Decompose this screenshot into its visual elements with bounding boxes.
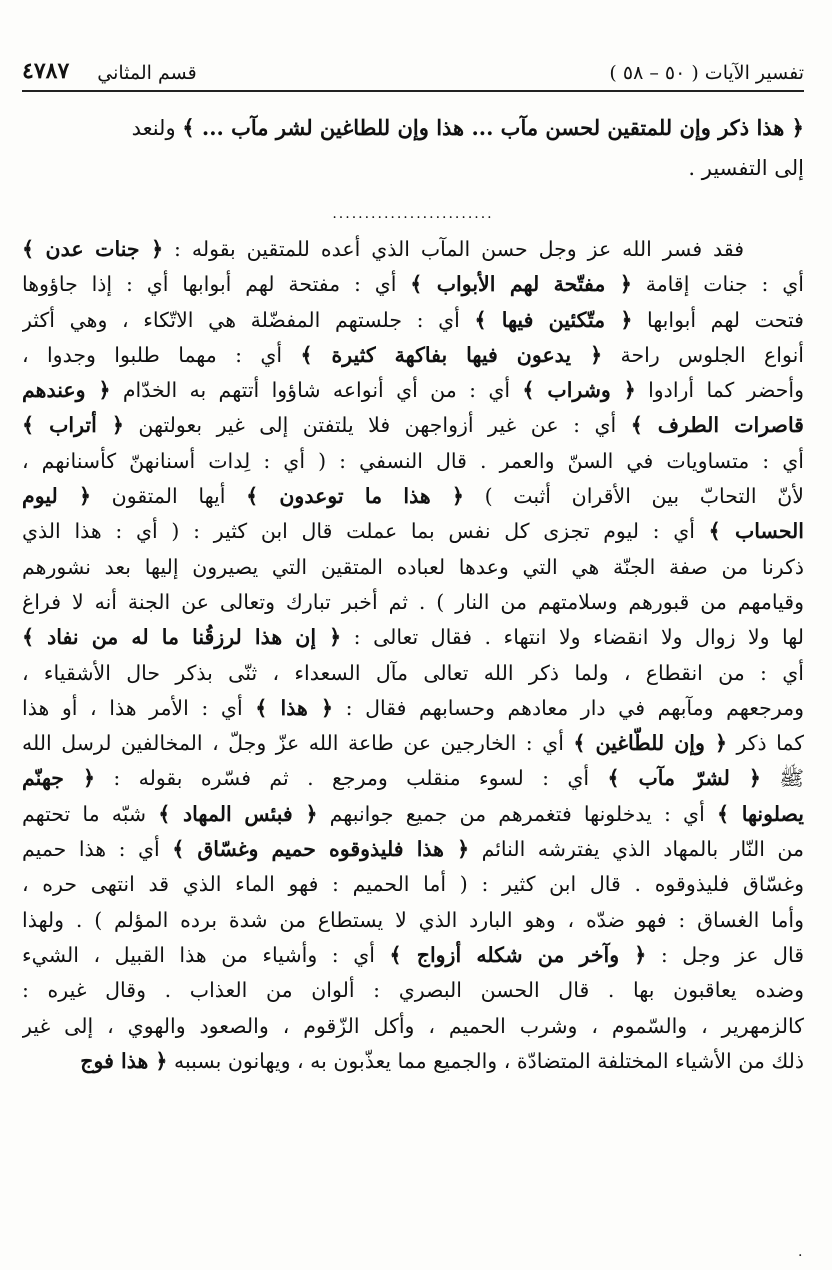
text-run: أي : عن غير أزواجهن فلا يلتفتن إلى غير بعولتهن — [123, 413, 631, 438]
quran-quote: ﴿ هذا ذكر وإن للمتقين لحسن مآب ... هذا وإن للطاغين لشر مآب ... ﴾ — [182, 115, 804, 140]
quran-quote: ﴿ يدعون فيها بفاكهة كثيرة ﴾ — [300, 342, 603, 367]
quran-quote: ﴿ وآخر من شكله أزواج ﴾ — [389, 942, 647, 967]
header-section: قسم المثاني — [97, 62, 197, 84]
text-run: وأحضر كما أرادوا — [635, 378, 804, 403]
quran-quote: ﴿ ليوم — [22, 484, 92, 509]
body-line — [22, 1044, 804, 1079]
text-run: أي : الأمر هذا ، أو هذا — [22, 695, 256, 720]
body-line — [22, 867, 804, 902]
body-text — [22, 232, 804, 1079]
text-run: ذكرنا من صفة الجنّة هي التي وعدها لعباده المتقين التي يصيرون إليها بعد نشورهم — [22, 554, 804, 579]
text-run: فتحت لهم أبوابها — [632, 307, 804, 332]
quran-quote: ﴿ متّكئين فيها ﴾ — [474, 307, 633, 332]
body-line — [22, 303, 804, 338]
text-run: أي : وأشياء من هذا القبيل ، الشيء — [22, 942, 390, 967]
header-title: تفسير الآيات ( ٥٠ – ٥٨ ) — [609, 62, 804, 84]
header-left — [22, 58, 197, 84]
quran-quote: ﴿ وشراب ﴾ — [522, 378, 636, 403]
body-line — [22, 408, 804, 443]
quran-quote: ﴿ هذا ما توعدون ﴾ — [246, 484, 464, 509]
quran-quote: ﴿ هذا فليذوقوه حميم وغسّاق ﴾ — [172, 837, 470, 862]
page-number: ٤٧٨٧ — [22, 58, 70, 84]
intro-paragraph — [22, 108, 804, 188]
body-line — [22, 691, 804, 726]
body-line — [22, 479, 804, 514]
body-line — [22, 903, 804, 938]
text-run: لها ولا زوال ولا انقضاء ولا انتهاء . فقال تعالى : — [341, 625, 804, 650]
text-run: وغسّاق فليذوقوه . قال ابن كثير : ( أما الحميم : فهو الماء الذي قد انتهى حره ، — [22, 872, 804, 897]
body-line — [22, 514, 804, 549]
body-line — [22, 656, 804, 691]
body-line — [22, 797, 804, 832]
text-run: قال عز وجل : — [646, 942, 804, 967]
text-run: أي : من أي أنواعه شاؤوا أتتهم به الخدّام — [110, 378, 523, 403]
text-run: أي : هذا حميم — [22, 837, 173, 862]
text-run: أي : يدخلونها فتغمرهم من جميع جوانبهم — [317, 801, 717, 826]
text-run: أي : مفتحة لهم أبوابها أي : إذا جاؤوها — [22, 272, 411, 297]
separator-dots: ......................... — [332, 206, 494, 222]
body-line — [22, 620, 804, 655]
body-line — [22, 1009, 804, 1044]
quran-quote: ﴿ هذا فوج — [80, 1048, 168, 1073]
text-run: كما ذكر — [726, 731, 804, 756]
text-run: كالزمهرير ، والسّموم ، وشرب الحميم ، وأكل الزّقوم ، والصعود والهوي ، إلى غير — [22, 1013, 804, 1038]
text-run: أنواع الجلوس راحة — [602, 342, 804, 367]
body-line — [22, 726, 804, 761]
stray-mark: . — [798, 1244, 803, 1260]
quran-quote: ﴿ وعندهم — [22, 378, 111, 403]
text-run: لأنّ التحابّ بين الأقران أثبت ) — [463, 484, 804, 509]
text-run: أي : لسوء منقلب ومرجع . ثم فسّره بقوله : — [94, 766, 608, 791]
quran-quote: الحساب ﴾ — [708, 519, 804, 544]
body-line — [22, 338, 804, 373]
quran-quote: ﴿ جهنّم — [22, 766, 95, 791]
body-line — [22, 232, 804, 267]
body-line — [22, 938, 804, 973]
body-line — [22, 373, 804, 408]
text-run: أي : جنات إقامة — [631, 272, 804, 297]
text-run: أي : من انقطاع ، ولما ذكر الله تعالى مآل السعداء ، ثنّى بذكر حال الأشقياء ، — [22, 660, 804, 685]
quran-quote: ﴿ وإن للطّاغين ﴾ — [573, 731, 727, 756]
page-header — [22, 58, 804, 92]
text-run: ﷺ — [760, 766, 804, 791]
body-line — [22, 550, 804, 585]
body-line — [22, 832, 804, 867]
text-run: ذلك من الأشياء المختلفة المتضادّة ، والجميع مما يعذّبون به ، ويهانون بسببه — [167, 1048, 804, 1073]
body-line — [22, 585, 804, 620]
text-run: أيها المتقون — [91, 484, 247, 509]
quran-quote: ﴿ هذا ﴾ — [255, 695, 333, 720]
quran-quote: ﴿ إن هذا لرزقُنا ما له من نفاد ﴾ — [22, 625, 342, 650]
text-run: وقيامهم من قبورهم وسلامتهم من النار ) . ثم أخبر تبارك وتعالى عن الجنة أنه لا فراغ — [22, 589, 804, 614]
body-line — [22, 267, 804, 302]
quran-quote: ﴿ فبئس المهاد ﴾ — [158, 801, 318, 826]
text-run: إلى التفسير . — [688, 156, 804, 180]
quran-quote: قاصرات الطرف ﴾ — [630, 413, 804, 438]
quran-quote: ﴿ أتراب ﴾ — [22, 413, 124, 438]
quran-quote: ﴿ لشرّ مآب ﴾ — [607, 766, 761, 791]
text-run: من النّار بالمهاد الذي يفترشه النائم — [469, 837, 804, 862]
body-line — [22, 761, 804, 796]
text-run: شبّه ما تحتهم — [22, 801, 159, 826]
text-run: فقد فسر الله عز وجل حسن المآب الذي أعده للمتقين بقوله : — [163, 237, 744, 261]
text-run: وأما الغساق : فهو ضدّه ، وهو البارد الذي لا يستطاع من شدة برده المؤلم ) . ولهذا — [22, 907, 804, 932]
text-run: وضده يعاقبون بها . قال الحسن البصري : ألوان من العذاب . وقال غيره : — [22, 978, 804, 1003]
text-run: ولنعد — [131, 116, 183, 140]
quran-quote: يصلونها ﴾ — [716, 801, 804, 826]
text-run: أي : ليوم تجزى كل نفس بما عملت قال ابن كثير : ( أي : هذا الذي — [22, 519, 709, 544]
text-run: أي : الخارجين عن طاعة الله عزّ وجلّ ، المخالفين لرسل الله — [22, 731, 574, 756]
text-run: ومرجعهم ومآبهم في دار معادهم وحسابهم فقال : — [333, 695, 804, 720]
body-line — [22, 444, 804, 479]
text-run: أي : مهما طلبوا وجدوا ، — [22, 342, 301, 367]
quran-quote: ﴿ مفتّحة لهم الأبواب ﴾ — [410, 272, 632, 297]
text-run: أي : جلستهم المفضّلة هي الاتّكاء ، وهي أكثر — [22, 307, 475, 332]
quran-quote: ﴿ جنات عدن ﴾ — [22, 237, 164, 261]
text-run: أي : متساويات في السنّ والعمر . قال النسفي : ( أي : لِدات أسنانهنّ كأسنانهم ، — [22, 448, 804, 473]
body-line — [22, 973, 804, 1008]
